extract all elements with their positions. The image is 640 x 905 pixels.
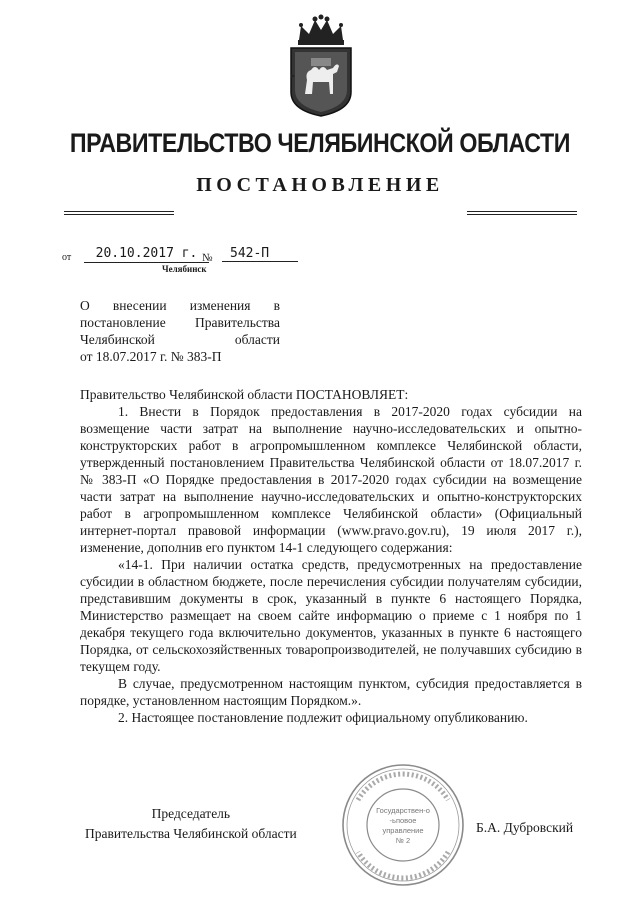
seal-inner-text-3: управление (382, 826, 424, 835)
date-prefix: от (62, 252, 72, 263)
paragraph-1: 1. Внести в Порядок предоставления в 2017-2020 годах субсидии на возмещение части затрат на выполнение научно-исследовательских и опытно-конструкторских работ в агропромышленном комплексе Челябинской области, утвержденный постановлением Правительства Челябинской области от 18.07.2017 г. № 383-П «О Порядке предоставления в 2017-2020 годах субсидии на возмещение части затрат на выполнение научно-исследовательских и опытно-конструкторских работ в агропромышленном комплексе Челябинской области» (Официальный интернет-портал правовой информации (www.pravo.gov.ru), 19 июля 2017 г.), изменение, дополнив его пунктом 14-1 следующего содержания: (80, 404, 582, 555)
document-date: 20.10.2017 г. (84, 246, 209, 263)
city-name: Челябинск (162, 264, 207, 274)
document-subject (80, 297, 280, 365)
signatory-title-line-1: Председатель (151, 806, 231, 821)
header-rule-right (467, 211, 577, 212)
header-rule-left (64, 211, 174, 212)
subject-line: от 18.07.2017 г. № 383-П (80, 349, 222, 364)
government-title: ПРАВИТЕЛЬСТВО ЧЕЛЯБИНСКОЙ ОБЛАСТИ (69, 128, 571, 158)
paragraph-case: В случае, предусмотренном настоящим пунктом, субсидия предоставляется в порядке, установленном настоящим Порядком.». (80, 676, 582, 708)
subject-line: постановление Правительства (80, 315, 280, 330)
header-rule-right-thin (467, 214, 577, 215)
paragraph-2: 2. Настоящее постановление подлежит официальному опубликованию. (118, 710, 528, 725)
seal-inner-text-1: Государствен-о (376, 806, 430, 815)
signatory-title-line-2: Правительства Челябинской области (85, 826, 297, 841)
document-type: ПОСТАНОВЛЕНИЕ (196, 174, 444, 196)
signatory-title (85, 804, 297, 844)
subject-line: Челябинской области (80, 332, 280, 347)
signatory-name: Б.А. Дубровский (476, 820, 574, 835)
seal-inner-text-2: -ьповое (389, 816, 417, 825)
coat-of-arms-emblem (281, 14, 361, 118)
official-seal-stamp (338, 760, 468, 890)
document-body (80, 386, 582, 726)
header-rule-left-thin (64, 214, 174, 215)
resolution-preamble: Правительство Челябинской области ПОСТАНОВЛЯЕТ: (80, 387, 409, 402)
number-sign: № (202, 252, 213, 264)
paragraph-14-1: «14-1. При наличии остатка средств, предусмотренных на предоставление субсидии в областном бюджете, после перечисления субсидии получателям субсидии, представившим документы в срок, указанный в пункте 6 настоящего Порядка, Министерство размещает на своем сайте информацию о приеме с 1 ноября по 1 декабря текущего года включительно документов, указанных в пункте 6 настоящего Порядка, от сельскохозяйственных товаропроизводителей, не получавших субсидию в текущем году. (80, 557, 582, 674)
document-number: 542-П (222, 246, 298, 262)
subject-line: О внесении изменения в (80, 298, 280, 313)
seal-inner-text-4: № 2 (395, 836, 411, 845)
